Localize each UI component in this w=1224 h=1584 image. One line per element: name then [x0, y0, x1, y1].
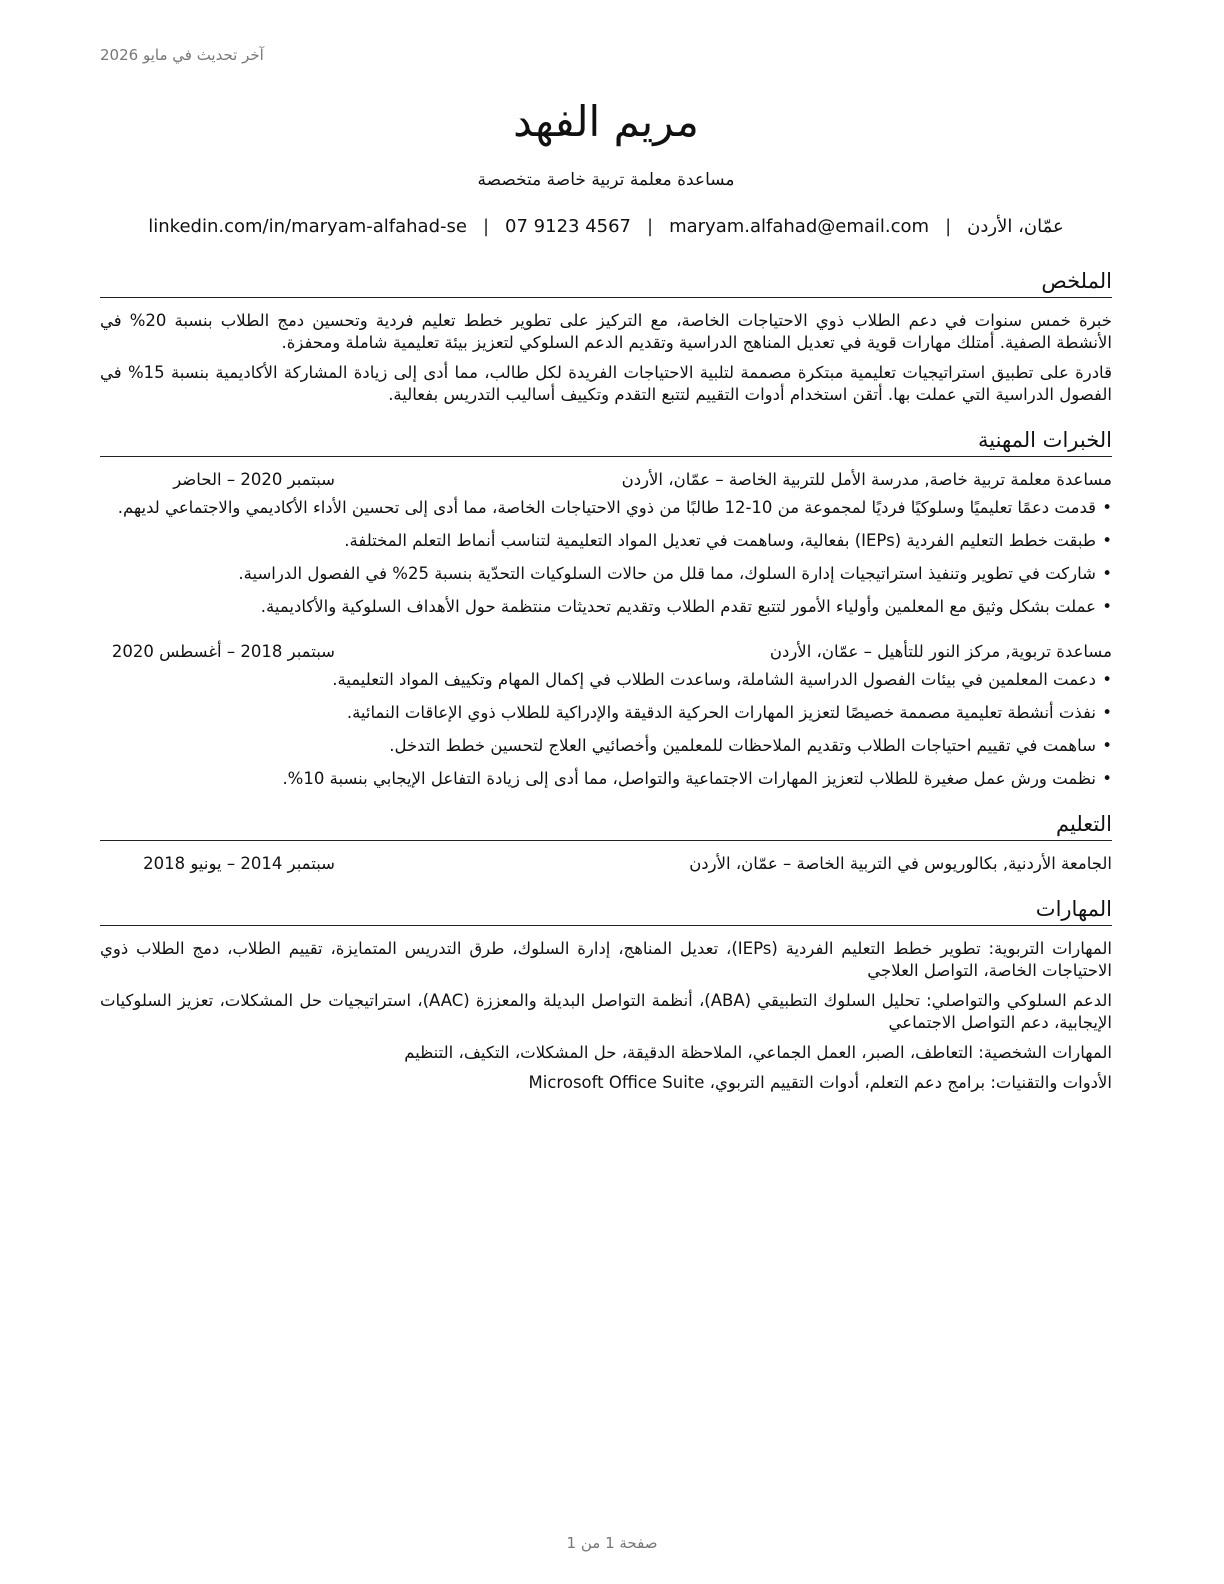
- job-dates: سبتمبر 2020 – الحاضر: [173, 470, 335, 489]
- skills-heading: المهارات: [100, 895, 1112, 926]
- last-updated-note: آخر تحديث في مايو 2026: [100, 46, 264, 64]
- contact-linkedin[interactable]: linkedin.com/in/maryam-alfahad-se: [148, 216, 467, 237]
- skill-line: المهارات التربوية: تطوير خطط التعليم الفردية (IEPs)، تعديل المناهج، إدارة السلوك، طرق التدريس المتمايزة، تقييم الطلاب، دمج الطلاب ذوي الاحتياجات الخاصة، التواصل العلاجي: [100, 939, 1112, 980]
- job-bullet: • شاركت في تطوير وتنفيذ استراتيجيات إدارة السلوك، مما قلل من حالات السلوكيات التحدّية بنسبة 25% في الفصول الدراسية.: [100, 563, 1112, 585]
- skill-line: الأدوات والتقنيات: برامج دعم التعلم، أدوات التقييم التربوي، Microsoft Office Suite: [528, 1073, 1112, 1092]
- contact-line: [100, 216, 1112, 237]
- job-bullet: • قدمت دعمًا تعليميًا وسلوكيًا فرديًا لمجموعة من 10-12 طالبًا من ذوي الاحتياجات الخاصة، مما أدى إلى تحسين الأداء الأكاديمي والاجتماعي لديهم.: [100, 497, 1112, 519]
- job-bullet: • ساهمت في تقييم احتياجات الطلاب وتقديم الملاحظات للمعلمين وأخصائيي العلاج لتحسين خطط التدخل.: [100, 735, 1112, 757]
- resume-page: [100, 0, 1112, 1584]
- summary-paragraph: خبرة خمس سنوات في دعم الطلاب ذوي الاحتياجات الخاصة، مع التركيز على تطوير خطط تعليم فردية وتحسين دمج الطلاب بنسبة 20% في الأنشطة الصفية. أمتلك مهارات قوية في تعديل المناهج الدراسية وتقديم الدعم السلوكي لتعزيز بيئة تعليمية شاملة ومحفزة.: [100, 311, 1112, 352]
- page-number: صفحة 1 من 1: [566, 1534, 658, 1552]
- contact-separator: |: [647, 216, 654, 237]
- job-entry: [100, 641, 1112, 790]
- job-bullet: • نفذت أنشطة تعليمية مصممة خصيصًا لتعزيز المهارات الحركية الدقيقة والإدراكية للطلاب ذوي الإعاقات النمائية.: [100, 702, 1112, 724]
- experience-heading: الخبرات المهنية: [100, 426, 1112, 457]
- job-role: مساعدة تربوية, مركز النور للتأهيل – عمّان، الأردن: [769, 642, 1112, 661]
- skill-line: المهارات الشخصية: التعاطف، الصبر، العمل الجماعي، الملاحظة الدقيقة، حل المشكلات، التكيف، التنظيم: [404, 1043, 1112, 1062]
- contact-phone: 07 9123 4567: [505, 216, 632, 237]
- job-bullet: • عملت بشكل وثيق مع المعلمين وأولياء الأمور لتتبع تقدم الطلاب وتقديم تحديثات منتظمة حول الأهداف السلوكية والأكاديمية.: [100, 596, 1112, 618]
- job-bullets: [100, 497, 1112, 618]
- contact-location: عمّان، الأردن: [967, 216, 1064, 237]
- job-role: مساعدة معلمة تربية خاصة, مدرسة الأمل للتربية الخاصة – عمّان، الأردن: [621, 470, 1112, 489]
- candidate-title: مساعدة معلمة تربية خاصة متخصصة: [477, 170, 735, 190]
- summary-heading: الملخص: [100, 267, 1112, 298]
- job-bullet: • نظمت ورش عمل صغيرة للطلاب لتعزيز المهارات الاجتماعية والتواصل، مما أدى إلى زيادة التفاعل الإيجابي بنسبة 10%.: [100, 768, 1112, 790]
- job-bullets: [100, 669, 1112, 790]
- skill-line: الدعم السلوكي والتواصلي: تحليل السلوك التطبيقي (ABA)، أنظمة التواصل البديلة والمعززة (AAC)، استراتيجيات حل المشكلات، تعزيز السلوكيات الإيجابية، دعم التواصل الاجتماعي: [100, 991, 1112, 1032]
- education-entry: [100, 853, 1112, 875]
- education-dates: سبتمبر 2014 – يونيو 2018: [143, 854, 335, 873]
- contact-separator: |: [945, 216, 952, 237]
- summary-paragraph: قادرة على تطبيق استراتيجيات تعليمية مبتكرة مصممة لتلبية الاحتياجات الفريدة لكل طالب، مما أدى إلى زيادة المشاركة الأكاديمية بنسبة 15% في الفصول الدراسية التي عملت بها. أتقن استخدام أدوات التقييم لتتبع التقدم وتكييف أساليب التدريس بفعالية.: [100, 363, 1112, 404]
- contact-separator: |: [482, 216, 490, 237]
- contact-email[interactable]: maryam.alfahad@email.com: [669, 216, 930, 237]
- job-entry: [100, 469, 1112, 618]
- job-bullet: • طبقت خطط التعليم الفردية (IEPs) بفعالية، وساهمت في تعديل المواد التعليمية لتناسب أنماط التعلم المختلفة.: [100, 530, 1112, 552]
- candidate-name: مريم الفهد: [513, 97, 699, 146]
- education-degree: الجامعة الأردنية, بكالوريوس في التربية الخاصة – عمّان، الأردن: [689, 854, 1112, 873]
- job-header: [100, 641, 1112, 663]
- education-heading: التعليم: [100, 810, 1112, 841]
- job-bullet: • دعمت المعلمين في بيئات الفصول الدراسية الشاملة، وساعدت الطلاب في إكمال المهام وتكييف المواد التعليمية.: [100, 669, 1112, 691]
- job-dates: سبتمبر 2018 – أغسطس 2020: [111, 642, 335, 661]
- job-header: [100, 469, 1112, 491]
